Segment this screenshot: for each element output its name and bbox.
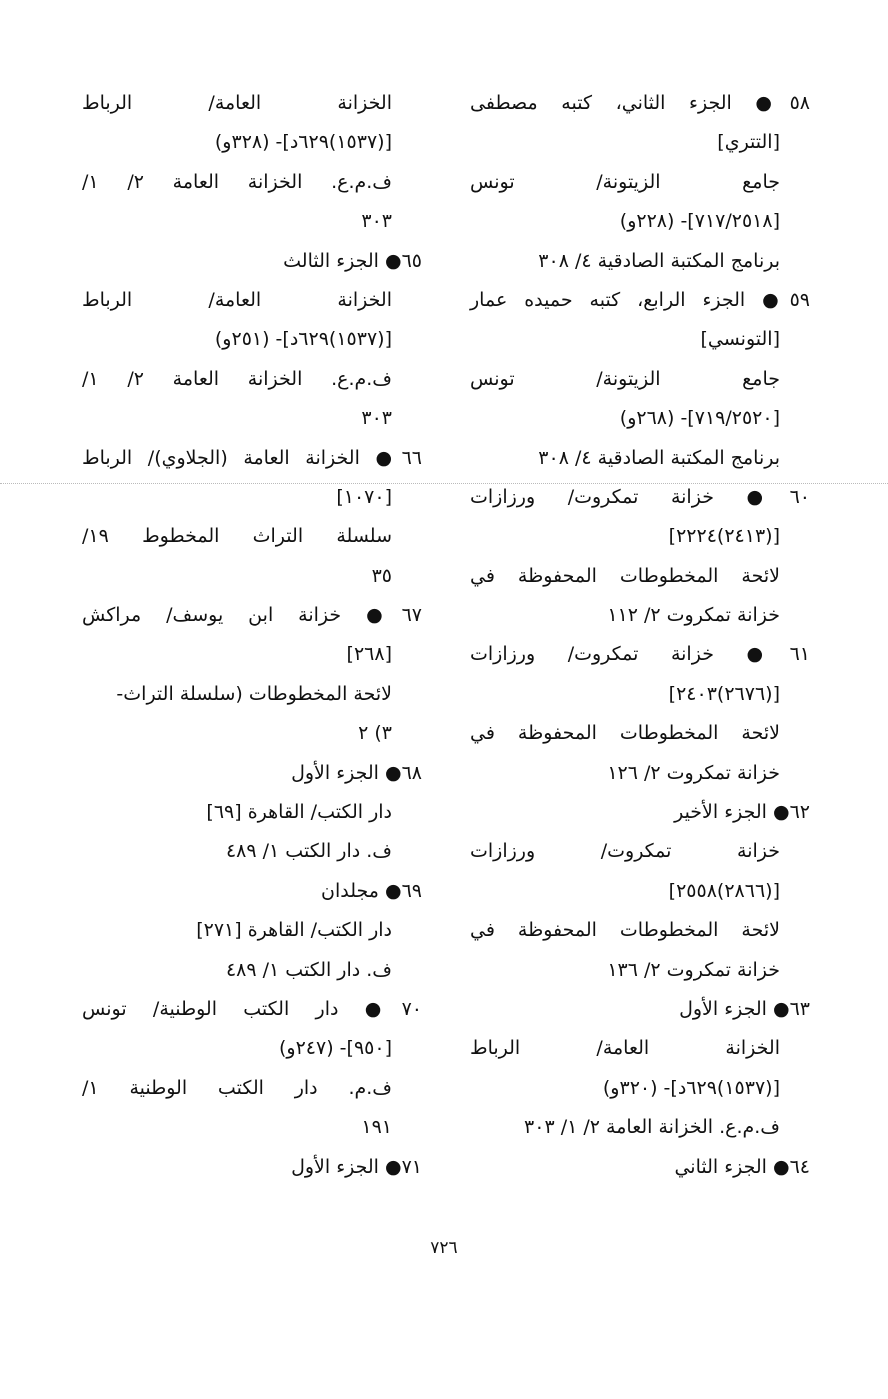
catalog-detail-line: الخزانة العامة/ الرباط: [82, 288, 392, 311]
catalog-detail-line: ٣٠٣: [361, 407, 392, 430]
catalog-entry-line: ٦٥● الجزء الثالث: [283, 249, 422, 272]
catalog-detail-line: برنامج المكتبة الصادقية ٤/ ٣٠٨: [538, 446, 780, 469]
catalog-detail-line: [٩٥٠]- (٢٤٧و): [279, 1037, 392, 1060]
catalog-entry-line: ٦٩● مجلدان: [321, 879, 422, 902]
catalog-detail-line: ٣) ٢: [358, 722, 392, 745]
catalog-detail-line: [٢٦٨]: [346, 643, 392, 666]
right-column: [470, 84, 810, 1187]
catalog-detail-line: جامع الزيتونة/ تونس: [470, 170, 780, 193]
catalog-detail-line: جامع الزيتونة/ تونس: [470, 367, 780, 390]
catalog-entry-line: ٦٢● الجزء الأخير: [674, 801, 810, 824]
catalog-entry-line: ٦٣● الجزء الأول: [679, 997, 810, 1020]
catalog-detail-line: [٧١٩/٢٥٢٠]- (٢٦٨و): [619, 407, 780, 430]
catalog-detail-line: دار الكتب/ القاهرة [٦٩]: [206, 801, 392, 824]
catalog-detail-line: ف. دار الكتب ١/ ٤٨٩: [225, 958, 392, 981]
catalog-detail-line: [(٢٨٦٦)٢٥٥٨]: [668, 879, 780, 902]
catalog-detail-line: ف.م.ع. الخزانة العامة ٢/ ١/ ٣٠٣: [524, 1116, 780, 1139]
catalog-detail-line: [التونسي]: [700, 328, 780, 351]
catalog-detail-line: لائحة المخطوطات (سلسلة التراث-: [116, 682, 392, 705]
catalog-detail-line: [(١٥٣٧)٦٢٩د]- (٢٥١و): [214, 328, 392, 351]
catalog-detail-line: [(١٥٣٧)٦٢٩د]- (٣٢٨و): [214, 131, 392, 154]
catalog-detail-line: لائحة المخطوطات المحفوظة في: [470, 564, 780, 587]
catalog-detail-line: الخزانة العامة/ الرباط: [470, 1037, 780, 1060]
page-number: ٧٢٦: [430, 1238, 458, 1258]
catalog-detail-line: خزانة تمكروت ٢/ ١٣٦: [607, 958, 780, 981]
catalog-detail-line: الخزانة العامة/ الرباط: [82, 92, 392, 114]
catalog-detail-line: [(٢٦٧٦)٢٤٠٣]: [668, 682, 780, 705]
catalog-entry-line: ٦٤● الجزء الثاني: [674, 1155, 810, 1178]
catalog-entry-line: ٦٠● خزانة تمكروت/ ورزازات: [470, 485, 810, 508]
catalog-detail-line: لائحة المخطوطات المحفوظة في: [470, 722, 780, 745]
catalog-entry-line: ٧١● الجزء الأول: [291, 1155, 422, 1178]
catalog-entry-line: ٥٩● الجزء الرابع، كتبه حميده عمار: [470, 288, 810, 311]
catalog-entry-line: ٦٨● الجزء الأول: [291, 761, 422, 784]
catalog-detail-line: ٣٠٣: [361, 210, 392, 233]
catalog-detail-line: [(١٥٣٧)٦٢٩د]- (٣٢٠و): [602, 1076, 780, 1099]
catalog-detail-line: برنامج المكتبة الصادقية ٤/ ٣٠٨: [538, 249, 780, 272]
catalog-detail-line: [التتري]: [717, 131, 780, 154]
catalog-entry-line: ٦٧● خزانة ابن يوسف/ مراكش: [82, 604, 422, 627]
catalog-detail-line: سلسلة التراث المخطوط ١٩/: [82, 525, 392, 548]
catalog-detail-line: [١٠٧٠]: [336, 485, 392, 508]
catalog-entry-line: ٦٦● الخزانة العامة (الجلاوي)/ الرباط: [82, 446, 422, 469]
catalog-detail-line: لائحة المخطوطات المحفوظة في: [470, 919, 780, 942]
catalog-entry-line: ٦١● خزانة تمكروت/ ورزازات: [470, 643, 810, 666]
catalog-detail-line: ف. دار الكتب ١/ ٤٨٩: [225, 840, 392, 863]
catalog-detail-line: ١٩١: [361, 1116, 392, 1139]
catalog-detail-line: ف.م.ع. الخزانة العامة ٢/ ١/: [82, 367, 392, 390]
catalog-detail-line: [(٢٤١٣)٢٢٢٤]: [668, 525, 780, 548]
catalog-detail-line: دار الكتب/ القاهرة [٢٧١]: [196, 919, 392, 942]
left-column: [82, 84, 422, 1187]
catalog-detail-line: خزانة تمكروت ٢/ ١٢٦: [607, 761, 780, 784]
catalog-detail-line: خزانة تمكروت/ ورزازات: [470, 840, 780, 863]
catalog-detail-line: ف.م. دار الكتب الوطنية ١/: [82, 1076, 392, 1099]
catalog-entry-line: ٧٠● دار الكتب الوطنية/ تونس: [82, 997, 422, 1020]
catalog-entry-line: ٥٨● الجزء الثاني، كتبه مصطفى: [470, 92, 810, 114]
catalog-detail-line: [٧١٧/٢٥١٨]- (٢٢٨و): [619, 210, 780, 233]
catalog-detail-line: ف.م.ع. الخزانة العامة ٢/ ١/: [82, 170, 392, 193]
catalog-detail-line: خزانة تمكروت ٢/ ١١٢: [607, 604, 780, 627]
catalog-detail-line: ٣٥: [371, 564, 392, 587]
